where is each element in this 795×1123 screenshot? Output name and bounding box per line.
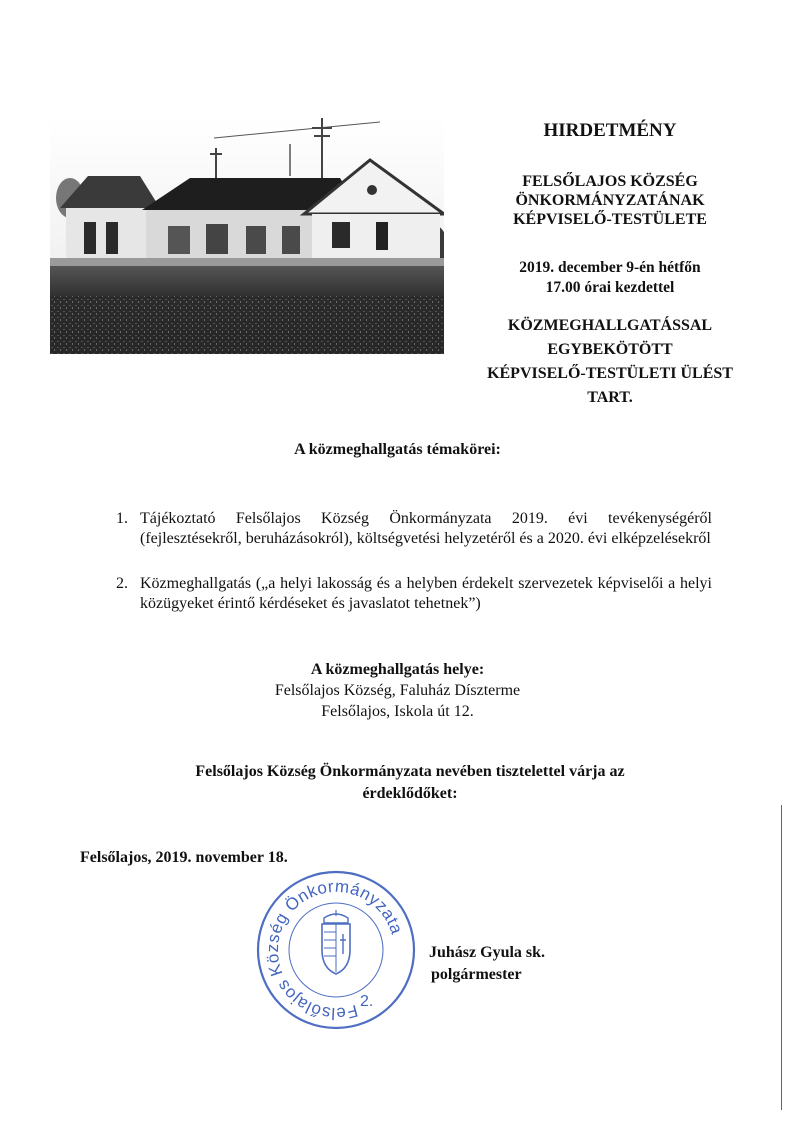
scan-edge-line	[781, 805, 782, 1110]
stamp-ring-text: Felsőlajos Község Önkormányzata	[262, 876, 407, 1024]
session-line: KÉPVISELŐ-TESTÜLETI ÜLÉST	[487, 365, 733, 382]
venue-block	[0, 659, 795, 722]
session-description	[440, 314, 780, 410]
session-line: TART.	[587, 389, 633, 406]
signer-title: polgármester	[431, 966, 522, 983]
date-place: Felsőlajos, 2019. november 18.	[80, 849, 288, 866]
venue-line: Felsőlajos Község, Faluház Díszterme	[274, 682, 521, 699]
invitation-text	[130, 761, 690, 805]
council-line: FELSŐLAJOS KÖZSÉG	[522, 173, 698, 190]
council-line: ÖNKORMÁNYZATÁNAK	[515, 192, 705, 209]
council-name	[440, 172, 780, 229]
document-title: HIRDETMÉNY	[543, 120, 677, 141]
stamp-number: 2.	[360, 993, 374, 1010]
topic-number: 2.	[116, 575, 128, 592]
topic-number: 1.	[116, 510, 128, 527]
signature-block	[429, 942, 545, 986]
topics-list	[116, 509, 712, 614]
building-photo	[50, 118, 444, 354]
council-line: KÉPVISELŐ-TESTÜLETE	[513, 211, 707, 228]
topics-heading: A közmeghallgatás témakörei:	[294, 441, 501, 458]
invitation-line: érdeklődőket:	[362, 785, 458, 802]
meeting-time: 17.00 órai kezdettel	[545, 279, 675, 296]
coat-of-arms-icon	[322, 910, 350, 974]
meeting-datetime	[440, 258, 780, 298]
topic-text: Közmeghallgatás („a helyi lakosság és a helyben érdekelt szervezetek képviselői a helyi közügyeket érintő kérdéseket és javaslatot tehetnek”)	[140, 575, 712, 612]
venue-heading: A közmeghallgatás helye:	[310, 661, 485, 678]
topic-item	[116, 509, 712, 549]
svg-text:Felsőlajos Község Önkormányzat	[263, 877, 407, 1024]
session-line: EGYBEKÖTÖTT	[547, 341, 673, 358]
venue-address: Felsőlajos, Iskola út 12.	[321, 703, 474, 720]
session-line: KÖZMEGHALLGATÁSSAL	[507, 317, 713, 334]
topic-text: Tájékoztató Felsőlajos Község Önkormányzata 2019. évi tevékenységéről (fejlesztésekről, beruházásokról), költségvetési helyzetéről és a 2020. évi elképzelésekről	[140, 510, 712, 547]
invitation-line: Felsőlajos Község Önkormányzata nevében tisztelettel várja az	[195, 763, 625, 780]
signer-name: Juhász Gyula sk.	[429, 944, 546, 961]
meeting-date: 2019. december 9-én hétfőn	[519, 259, 701, 276]
official-stamp	[252, 866, 420, 1034]
topic-item	[116, 574, 712, 614]
